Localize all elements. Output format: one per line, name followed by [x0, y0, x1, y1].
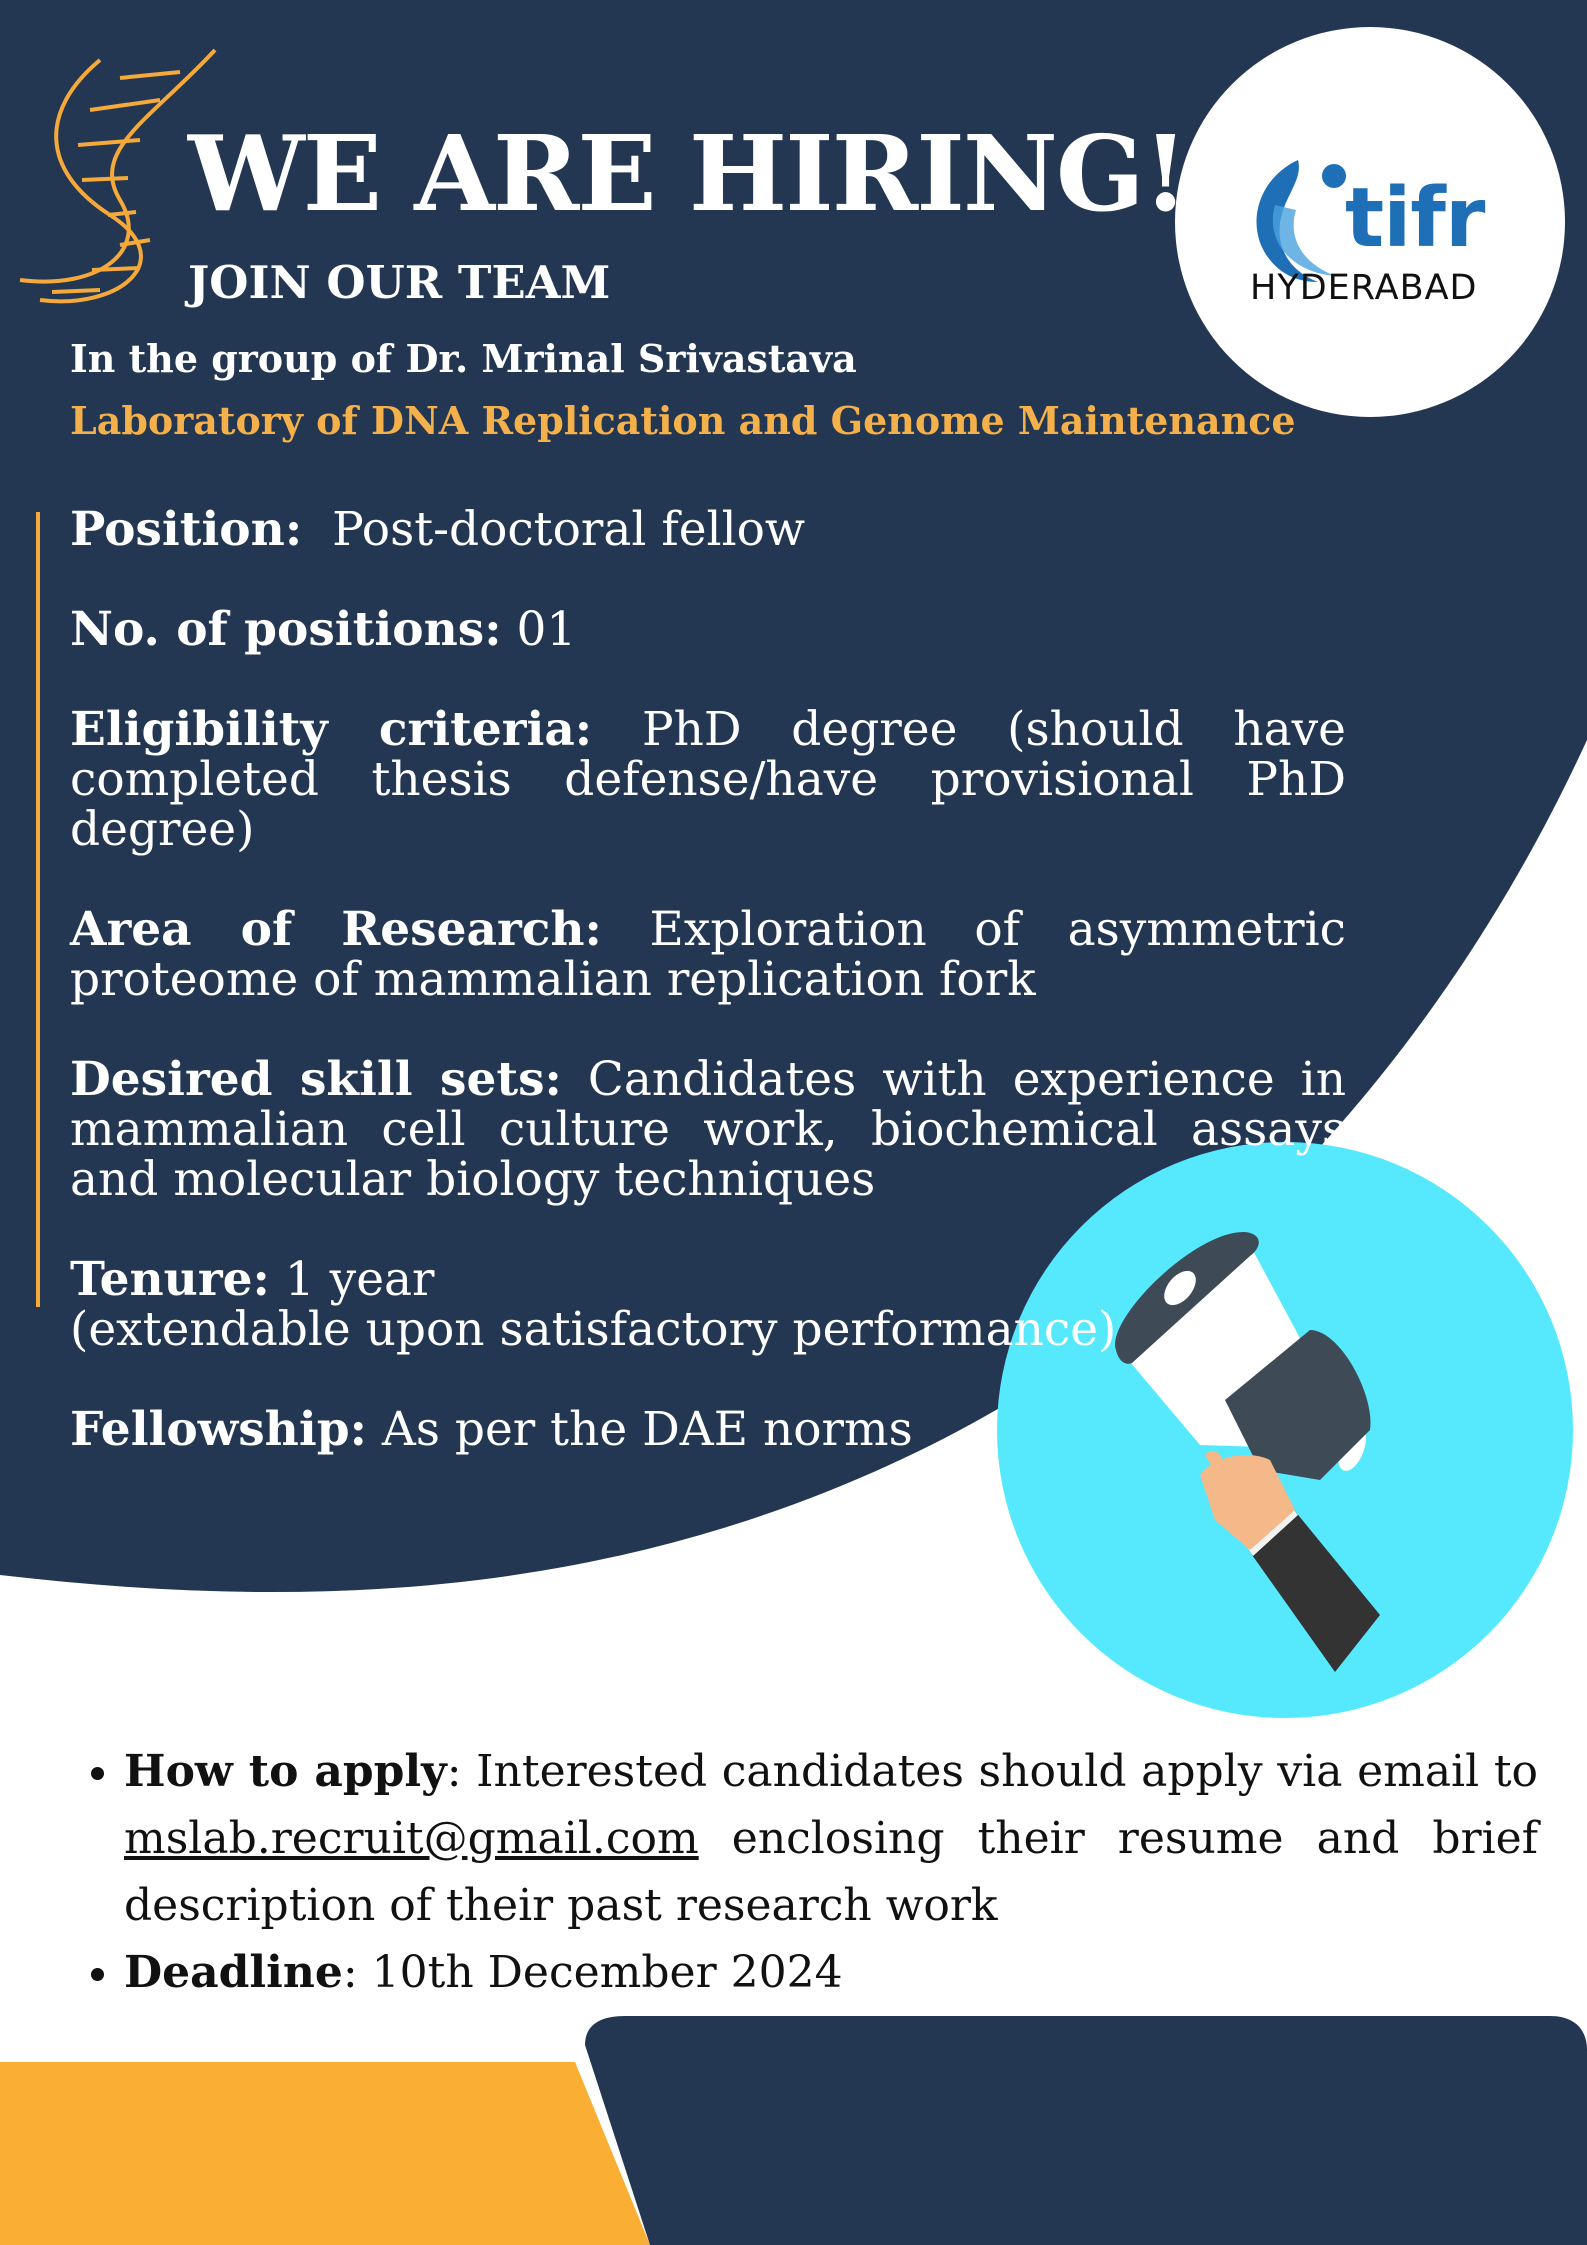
- research-area-label: Area of Research:: [70, 902, 602, 957]
- fellowship-value: As per the DAE norms: [381, 1402, 913, 1457]
- skills-label: Desired skill sets:: [70, 1052, 562, 1107]
- application-info: [88, 1738, 1538, 2006]
- navy-footer-block: [585, 2016, 1587, 2245]
- position-row: [70, 502, 1346, 557]
- how-to-apply-text-2: enclosing their resume and brief description of their past research work: [124, 1813, 1538, 1931]
- position-value: Post-doctoral fellow: [332, 502, 806, 557]
- accent-bar: [36, 512, 40, 1307]
- fellowship-label: Fellowship:: [70, 1402, 367, 1457]
- skills-row: [70, 1052, 1346, 1207]
- deadline-value: : 10th December 2024: [342, 1947, 843, 1998]
- positions-count-value: 01: [516, 602, 577, 657]
- tenure-row: [70, 1252, 1346, 1357]
- subheading: JOIN OUR TEAM: [188, 256, 611, 309]
- job-details: [70, 502, 1346, 1505]
- email-link[interactable]: mslab.recruit@gmail.com: [124, 1813, 699, 1864]
- logo-wordmark: tifr: [1345, 171, 1485, 266]
- page-title: WE ARE HIRING!: [188, 112, 1187, 235]
- logo-city: HYDERABAD: [1250, 268, 1478, 308]
- how-to-apply-text: : Interested candidates should apply via email to: [446, 1746, 1538, 1797]
- eligibility-value: PhD degree (should have completed thesis defense/have provisional PhD degree): [70, 702, 1346, 857]
- fellowship-row: [70, 1402, 1346, 1457]
- positions-count-row: [70, 602, 1346, 657]
- eligibility-label: Eligibility criteria:: [70, 702, 593, 757]
- application-list: [88, 1738, 1538, 2006]
- tenure-value: 1 year: [284, 1252, 435, 1307]
- orange-footer-block: [0, 2062, 650, 2245]
- lab-name: Laboratory of DNA Replication and Genome Maintenance: [70, 398, 1296, 443]
- positions-count-label: No. of positions:: [70, 602, 502, 657]
- how-to-apply-label: How to apply: [124, 1746, 447, 1797]
- eligibility-row: [70, 702, 1346, 857]
- skills-value: Candidates with experience in mammalian cell culture work, biochemical assays and molecular biology techniques: [70, 1052, 1346, 1207]
- research-area-value: Exploration of asymmetric proteome of mammalian replication fork: [70, 902, 1346, 1007]
- tenure-label: Tenure:: [70, 1252, 270, 1307]
- deadline-item: [124, 1939, 1538, 2006]
- position-label: Position:: [70, 502, 303, 557]
- group-line: In the group of Dr. Mrinal Srivastava: [70, 336, 857, 381]
- how-to-apply-item: [124, 1738, 1538, 1939]
- research-area-row: [70, 902, 1346, 1007]
- deadline-label: Deadline: [124, 1947, 343, 1998]
- tenure-note: (extendable upon satisfactory performance): [70, 1302, 1117, 1357]
